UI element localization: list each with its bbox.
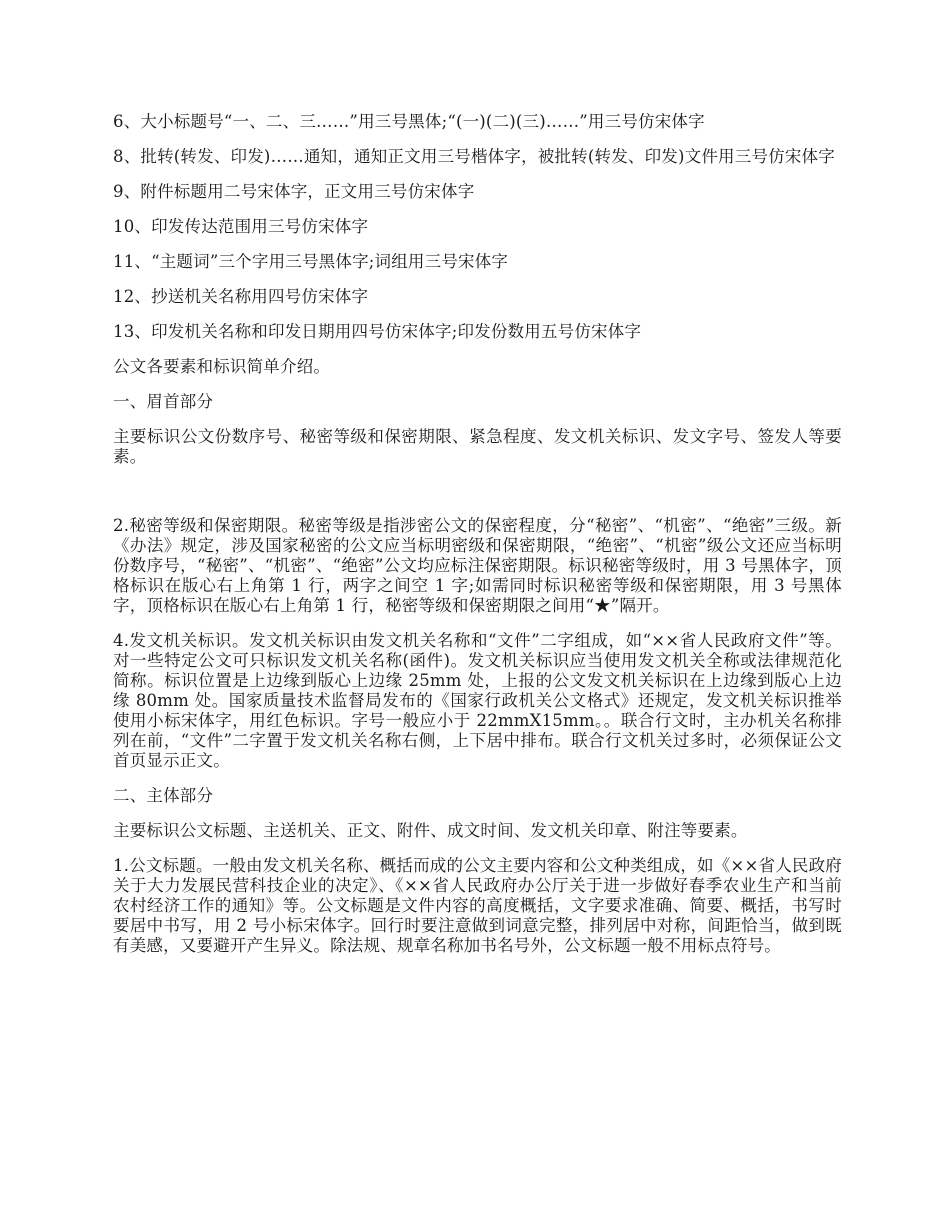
paragraph-item-8: 8、批转(转发、印发)……通知，通知正文用三号楷体字，被批转(转发、印发)文件用三号仿宋体字 — [113, 147, 835, 166]
document-title-paragraph: 1.公文标题。一般由发文机关名称、概括而成的公文主要内容和公文种类组成，如《××省人民政府关于大力发展民营科技企业的决定》、《××省人民政府办公厅关于进一步做好春季农业生产和当前农村经济工作的通知》等。公文标题是文件内容的高度概括，文字要求准确、简要、概括，书写时要居中书写，用 2 号小标宋体字。回行时要注意做到词意完整，排列居中对称，间距恰当，做到既有美感，又要避开产生异义。除法规、规章名称加书名号外，公文标题一般不用标点符号。 — [113, 856, 842, 955]
issuing-authority-paragraph: 4.发文机关标识。发文机关标识由发文机关名称和“文件”二字组成，如“××省人民政府文件”等。对一些特定公文可只标识发文机关名称(函件)。发文机关标识应当使用发文机关全称或法律规范化简称。标识位置是上边缘到版心上边缘 25mm 处，上报的公文发文机关标识在上边缘到版心上边缘 80mm 处。国家质量技术监督局发布的《国家行政机关公文格式》还规定，发文机关标识推举使用小标宋体字，用红色标识。字号一般应小于 22mmX15mm。。联合行文时，主办机关名称排列在前，“文件”二字置于发文机关名称右侧，上下居中排布。联合行文机关过多时，必须保证公文首页显示正文。 — [113, 631, 842, 770]
section-heading-header: 一、眉首部分 — [113, 392, 214, 411]
intro-paragraph: 公文各要素和标识简单介绍。 — [113, 357, 331, 376]
paragraph-item-9: 9、附件标题用二号宋体字，正文用三号仿宋体字 — [113, 182, 475, 201]
blank-gap — [113, 482, 842, 516]
paragraph-item-6: 6、大小标题号“一、二、三……”用三号黑体;“(一)(二)(三)……”用三号仿宋体字 — [113, 112, 705, 131]
paragraph-item-11: 11、“主题词”三个字用三号黑体字;词组用三号宋体字 — [113, 252, 509, 271]
paragraph-item-13: 13、印发机关名称和印发日期用四号仿宋体字;印发份数用五号仿宋体字 — [113, 322, 642, 341]
header-elements-paragraph: 主要标识公文份数序号、秘密等级和保密期限、紧急程度、发文机关标识、发文字号、签发人等要素。 — [113, 427, 842, 466]
body-elements-paragraph: 主要标识公文标题、主送机关、正文、附件、成文时间、发文机关印章、附注等要素。 — [113, 821, 748, 840]
section-heading-body: 二、主体部分 — [113, 786, 214, 805]
paragraph-item-10: 10、印发传达范围用三号仿宋体字 — [113, 217, 369, 236]
secret-level-paragraph: 2.秘密等级和保密期限。秘密等级是指涉密公文的保密程度，分“秘密”、“机密”、“绝密”三级。新《办法》规定，涉及国家秘密的公文应当标明密级和保密期限，“绝密”、“机密”级公文还应当标明份数序号，“秘密”、“机密”、“绝密”公文均应标注保密期限。标识秘密等级时，用 3 号黑体字，顶格标识在版心右上角第 1 行，两字之间空 1 字;如需同时标识秘密等级和保密期限，用 3 号黑体字，顶格标识在版心右上角第 1 行，秘密等级和保密期限之间用“★”隔开。 — [113, 516, 842, 615]
paragraph-item-12: 12、抄送机关名称用四号仿宋体字 — [113, 287, 369, 306]
